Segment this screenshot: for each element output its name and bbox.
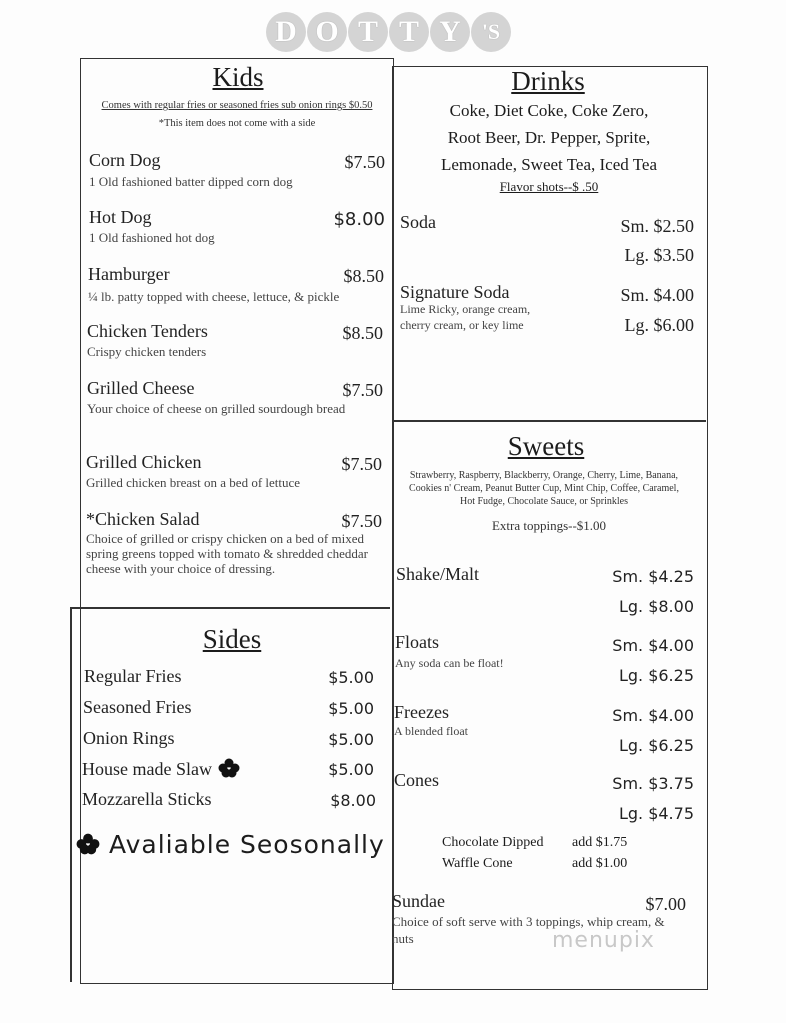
drinks-line: Root Beer, Dr. Pepper, Sprite, [447, 128, 651, 147]
item-price: $7.50 [341, 511, 382, 531]
freezes-lg: Lg. $6.25 [618, 736, 694, 755]
item-price: $5.00 [328, 699, 374, 718]
freezes-desc: A blended float [394, 724, 468, 738]
sweets-flavors: Strawberry, Raspberry, Blackberry, Orange, Cherry, Lime, Banana, Cookies n' Cream, Peanut Butter Cup, Mint Chip, Coffee, Caramel, Hot Fudge, Chocolate Sauce, or Sprinkles [409, 470, 679, 507]
watermark: menupix [552, 928, 655, 953]
side-item [83, 697, 374, 718]
cones-sm: Sm. $3.75 [612, 774, 694, 793]
signature-lg: Lg. $6.00 [624, 315, 694, 335]
item-price: $7.50 [342, 380, 383, 400]
item-name: Grilled Chicken [86, 452, 202, 472]
item-name: Seasoned Fries [83, 697, 192, 717]
floats-lg: Lg. $6.25 [618, 666, 694, 685]
freezes-name: Freezes [394, 702, 449, 722]
soda-name: Soda [400, 212, 436, 232]
kids-title: Kids [212, 62, 264, 92]
menu-item [86, 452, 382, 490]
drinks-title: Drinks [511, 66, 585, 96]
floats-desc: Any soda can be float! [395, 656, 504, 670]
item-name: Grilled Cheese [87, 378, 195, 398]
extra-toppings: Extra toppings--$1.00 [491, 518, 607, 533]
item-desc: 1 Old fashioned hot dog [89, 230, 215, 245]
signature-name: Signature Soda [400, 282, 510, 302]
waffle-name: Waffle Cone [442, 856, 513, 871]
item-price: $5.00 [328, 668, 374, 687]
sundae-price: $7.00 [645, 894, 686, 914]
seasonal-note [76, 830, 385, 859]
logo-letter: D [266, 12, 306, 52]
flower-icon [76, 833, 100, 855]
item-price: $8.00 [333, 209, 385, 230]
sundae-name: Sundae [392, 891, 445, 911]
drinks-line: Coke, Diet Coke, Coke Zero, [449, 101, 649, 120]
signature-desc: Lime Ricky, orange cream, cherry cream, or key lime [400, 302, 531, 332]
cones-lg: Lg. $4.75 [618, 804, 694, 823]
shake-sm: Sm. $4.25 [612, 567, 694, 586]
item-price: $5.00 [328, 760, 374, 779]
item-price: $7.50 [344, 152, 385, 172]
item-name: Corn Dog [89, 150, 161, 170]
dipped-name: Chocolate Dipped [442, 835, 544, 850]
sweets-title: Sweets [507, 431, 585, 461]
item-name: Hot Dog [89, 207, 152, 227]
item-name: Onion Rings [83, 728, 175, 748]
menu-item [89, 207, 385, 245]
waffle-price: add $1.00 [572, 856, 628, 871]
item-desc: 1 Old fashioned batter dipped corn dog [89, 174, 293, 189]
floats-name: Floats [395, 632, 440, 652]
item-desc: Grilled chicken breast on a bed of lettuce [86, 475, 301, 490]
item-price: $7.50 [341, 454, 382, 474]
sides-title: Sides [202, 624, 262, 654]
side-item [82, 789, 376, 810]
logo [266, 12, 512, 56]
item-desc: Choice of grilled or crispy chicken on a bed of mixed spring greens topped with tomato & shredded cheddar cheese with your choice of dressing. [86, 531, 368, 576]
shake-name: Shake/Malt [396, 564, 479, 584]
flavor-shots: Flavor shots--$ .50 [499, 179, 599, 194]
item-name: Chicken Tenders [87, 321, 208, 341]
soda-lg: Lg. $3.50 [624, 245, 694, 265]
floats-sm: Sm. $4.00 [612, 636, 694, 655]
menu-item [86, 509, 382, 576]
item-price: $5.00 [328, 730, 374, 749]
item-name: Hamburger [88, 264, 170, 284]
left-edge-lower [70, 607, 72, 982]
drinks-line: Lemonade, Sweet Tea, Iced Tea [440, 155, 657, 174]
logo-letter: O [307, 12, 347, 52]
drinks-list [396, 97, 702, 178]
cones-name: Cones [394, 770, 439, 790]
logo-letter: T [348, 12, 388, 52]
side-item [83, 728, 374, 749]
seasonal-text: Avaliable Seosonally [108, 830, 385, 859]
item-name: *Chicken Salad [86, 509, 200, 529]
logo-letter: T [389, 12, 429, 52]
item-price: $8.50 [342, 323, 383, 343]
item-desc: Your choice of cheese on grilled sourdough bread [87, 401, 346, 416]
menu-item [89, 150, 385, 189]
logo-letter: 'S [471, 12, 511, 52]
menu-item [87, 378, 383, 416]
divider-drinks-sweets [392, 420, 706, 422]
item-desc: Crispy chicken tenders [87, 344, 207, 359]
menu-item [87, 321, 383, 359]
item-price: $8.00 [330, 791, 376, 810]
dipped-price: add $1.75 [572, 835, 628, 850]
sundae-desc: Choice of soft serve with 3 toppings, whip cream, & nuts [392, 914, 665, 946]
flower-icon [218, 758, 240, 778]
kids-note-sides: Comes with regular fries or seasoned fries sub onion rings $0.50 [101, 100, 373, 111]
side-item [84, 666, 374, 687]
kids-note-no-side: *This item does not come with a side [158, 118, 316, 129]
logo-letter: Y [430, 12, 470, 52]
soda-sm: Sm. $2.50 [620, 216, 694, 236]
shake-lg: Lg. $8.00 [618, 597, 694, 616]
menu-item [88, 264, 384, 304]
freezes-sm: Sm. $4.00 [612, 706, 694, 725]
side-item [82, 758, 374, 780]
item-name: Regular Fries [84, 666, 182, 686]
divider-kids-sides [72, 607, 390, 609]
item-price: $8.50 [343, 266, 384, 286]
item-name: Mozzarella Sticks [82, 789, 212, 809]
item-name: House made Slaw [82, 759, 212, 779]
signature-sm: Sm. $4.00 [620, 285, 694, 305]
item-desc: ¼ lb. patty topped with cheese, lettuce, & pickle [88, 289, 340, 304]
